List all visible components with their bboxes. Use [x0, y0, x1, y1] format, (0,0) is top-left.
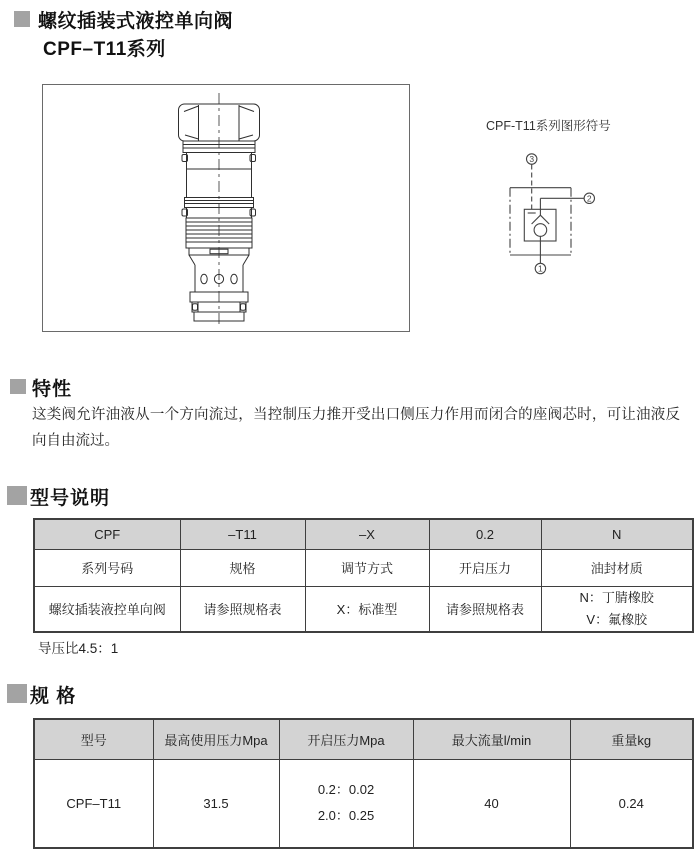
- symbol-diagram: [495, 145, 620, 290]
- spec-header-model: 型号: [34, 719, 153, 759]
- features-body: 这类阀允许油液从一个方向流过，当控制压力推开受出口侧压力作用而闭合的座阀芯时，可让油液反向自由流过。: [32, 407, 680, 449]
- spec-header-max-flow: 最大流量l/min: [413, 719, 570, 759]
- seal-option-v: V：氟橡胶: [586, 611, 648, 627]
- model-desc-row: [34, 586, 693, 632]
- spec-header-row: [34, 719, 693, 759]
- desc-adjust: X：标准型: [305, 586, 429, 632]
- valve-ball: [534, 224, 547, 237]
- model-code-size: –T11: [180, 519, 305, 549]
- model-code-series: CPF: [34, 519, 180, 549]
- model-table: [33, 518, 694, 633]
- desc-size: 请参照规格表: [180, 586, 305, 632]
- spec-data-row: [34, 759, 693, 848]
- spec-max-pressure: 31.5: [153, 759, 279, 848]
- label-pressure: 开启压力: [429, 549, 541, 586]
- spec-header-max-pressure: 最高使用压力Mpa: [153, 719, 279, 759]
- label-adjust: 调节方式: [305, 549, 429, 586]
- label-series: 系列号码: [34, 549, 180, 586]
- model-label-row: [34, 549, 693, 586]
- features-heading: 特性: [32, 379, 73, 400]
- title-bullet-icon: [14, 11, 30, 27]
- port-1-label: 1: [538, 263, 543, 274]
- desc-pressure: 请参照规格表: [429, 586, 541, 632]
- seal-option-n: N：丁腈橡胶: [579, 589, 654, 605]
- features-bullet-icon: [10, 379, 26, 394]
- model-bullet-icon: [7, 486, 27, 505]
- spec-weight: 0.24: [570, 759, 693, 848]
- spec-bullet-icon: [7, 684, 27, 703]
- spec-header-weight: 重量kg: [570, 719, 693, 759]
- port-3-label: 3: [529, 154, 535, 164]
- spec-max-flow: 40: [413, 759, 570, 848]
- page-title: 螺纹插装式液控单向阀: [38, 11, 234, 32]
- valve-drawing-frame: [42, 84, 410, 332]
- pilot-ratio-note: 导压比4.5：1: [38, 641, 119, 656]
- spec-table: [33, 718, 694, 849]
- opening-pressure-line2: 2.0：0.25: [317, 808, 375, 824]
- opening-pressure-line1: 0.2：0.02: [317, 782, 375, 798]
- valve-drawing: [43, 85, 409, 331]
- desc-series: 螺纹插装液控单向阀: [34, 586, 180, 632]
- spec-header-opening-pressure: 开启压力Mpa: [279, 719, 413, 759]
- model-heading: 型号说明: [30, 488, 111, 509]
- model-code-seal: N: [541, 519, 693, 549]
- o-ring-right: [250, 155, 256, 162]
- cross-hole-right: [231, 274, 237, 284]
- label-seal: 油封材质: [541, 549, 693, 586]
- desc-seal: [541, 586, 693, 632]
- label-size: 规格: [180, 549, 305, 586]
- spec-heading: 规 格: [30, 686, 77, 707]
- port-2-label: 2: [586, 193, 592, 204]
- spec-model: CPF–T11: [34, 759, 153, 848]
- symbol-label: CPF-T11系列图形符号: [486, 119, 611, 133]
- model-code-pressure: 0.2: [429, 519, 541, 549]
- valve-seat: [532, 215, 550, 224]
- spec-opening-pressure: [279, 759, 413, 848]
- cross-hole-left: [201, 274, 207, 284]
- model-code-adjust: –X: [305, 519, 429, 549]
- page-subtitle: CPF–T11系列: [43, 39, 166, 60]
- model-code-row: [34, 519, 693, 549]
